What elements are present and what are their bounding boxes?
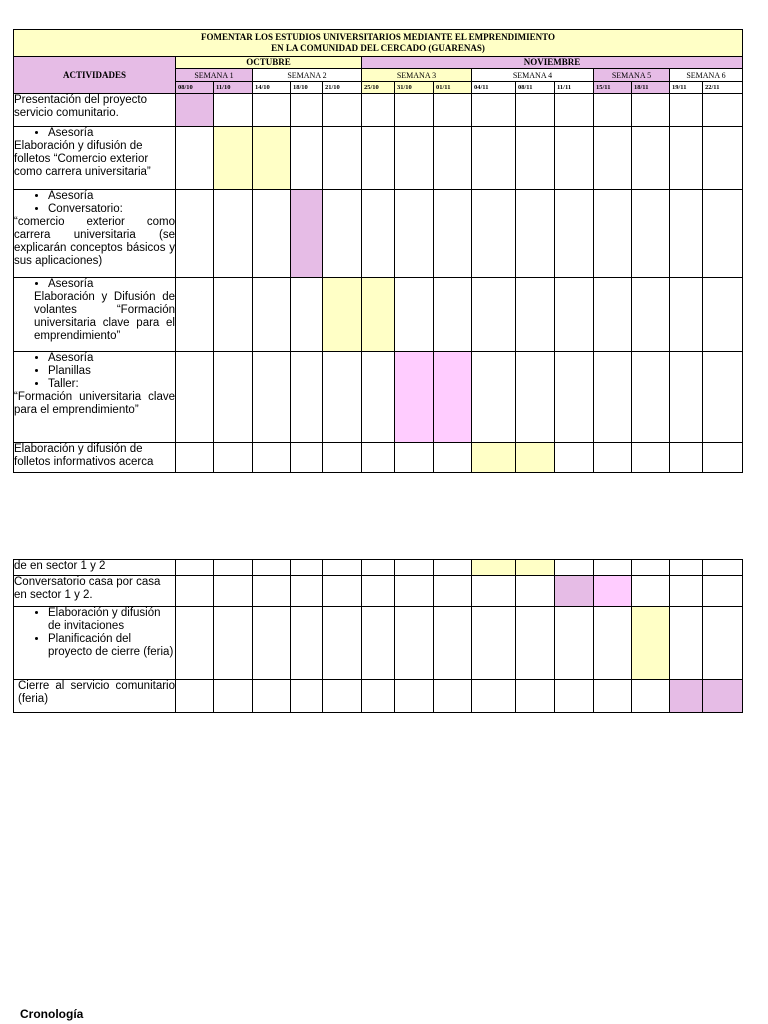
activity-bullet-list [14, 607, 175, 659]
schedule-cell [670, 94, 703, 127]
title-line-1: FOMENTAR LOS ESTUDIOS UNIVERSITARIOS MEDIANTE EL EMPRENDIMIENTO [200, 32, 556, 42]
schedule-cell [472, 576, 516, 607]
schedule-cell [176, 278, 214, 352]
date-cell: 18/11 [632, 82, 670, 94]
schedule-cell [214, 190, 253, 278]
activity-bullet-list [14, 352, 175, 391]
schedule-cell [670, 680, 703, 713]
activity-bullet-list [14, 127, 175, 140]
schedule-cell [176, 352, 214, 443]
schedule-cell [291, 190, 323, 278]
schedule-cell [670, 278, 703, 352]
schedule-cell [670, 127, 703, 190]
schedule-cell [395, 576, 434, 607]
schedule-cell [434, 127, 472, 190]
schedule-cell [291, 94, 323, 127]
activity-cell [14, 607, 176, 680]
schedule-cell [555, 607, 594, 680]
schedule-cell [323, 443, 362, 473]
schedule-cell [555, 94, 594, 127]
date-cell: 08/11 [516, 82, 555, 94]
schedule-cell [214, 576, 253, 607]
table-row [14, 190, 743, 278]
date-cell: 31/10 [395, 82, 434, 94]
schedule-cell [594, 94, 632, 127]
schedule-cell [472, 352, 516, 443]
table-row [14, 94, 743, 127]
schedule-cell [214, 560, 253, 576]
schedule-cell [472, 560, 516, 576]
schedule-cell [516, 680, 555, 713]
schedule-cell [434, 560, 472, 576]
date-cell: 25/10 [362, 82, 395, 94]
month-november: NOVIEMBRE [362, 57, 743, 69]
schedule-cell [323, 560, 362, 576]
schedule-cell [323, 607, 362, 680]
week-6: SEMANA 6 [670, 69, 743, 82]
table-row [14, 352, 743, 443]
table-row [14, 576, 743, 607]
schedule-cell [555, 576, 594, 607]
schedule-cell [362, 127, 395, 190]
schedule-cell [594, 607, 632, 680]
schedule-cell [176, 560, 214, 576]
schedule-cell [362, 94, 395, 127]
date-cell: 21/10 [323, 82, 362, 94]
activity-text: Cierre al servicio comunitario (feria) [18, 680, 175, 705]
activity-bullet: • Asesoría [48, 352, 175, 365]
schedule-cell [516, 607, 555, 680]
schedule-cell [176, 94, 214, 127]
schedule-cell [253, 94, 291, 127]
schedule-table [13, 29, 743, 473]
schedule-cell [323, 190, 362, 278]
activity-text: Elaboración y difusión de folletos “Comercio exterior como carrera universitaria” [14, 140, 151, 178]
schedule-cell [632, 680, 670, 713]
schedule-cell [253, 127, 291, 190]
activity-bullet: • Elaboración y difusión de invitaciones [48, 607, 175, 633]
schedule-cell [323, 576, 362, 607]
activity-bullet: • Asesoría [48, 278, 175, 291]
schedule-cell [395, 352, 434, 443]
schedule-cell [395, 94, 434, 127]
schedule-cell [632, 127, 670, 190]
schedule-cell [703, 443, 743, 473]
schedule-cell [214, 278, 253, 352]
schedule-cell [594, 127, 632, 190]
schedule-cell [253, 443, 291, 473]
schedule-cell [472, 278, 516, 352]
schedule-cell [291, 443, 323, 473]
schedule-cell [214, 352, 253, 443]
schedule-cell [291, 278, 323, 352]
week-1: SEMANA 1 [176, 69, 253, 82]
activity-text: Elaboración y difusión de folletos informativos acerca [14, 443, 154, 468]
activity-text: Elaboración y Difusión de volantes “Formación universitaria clave para el emprendimiento” [34, 291, 175, 342]
schedule-cell [362, 190, 395, 278]
schedule-cell [516, 560, 555, 576]
schedule-cell [516, 278, 555, 352]
date-cell: 14/10 [253, 82, 291, 94]
date-cell: 11/11 [555, 82, 594, 94]
activity-cell [14, 190, 176, 278]
date-cell: 01/11 [434, 82, 472, 94]
schedule-cell [214, 680, 253, 713]
activity-text: de en sector 1 y 2 [14, 560, 106, 572]
schedule-cell [434, 443, 472, 473]
schedule-cell [594, 352, 632, 443]
table-row [14, 443, 743, 473]
schedule-cell [516, 443, 555, 473]
schedule-cell [472, 127, 516, 190]
activity-text: Conversatorio casa por casa en sector 1 y 2. [14, 576, 161, 601]
activity-cell [14, 352, 176, 443]
schedule-cell [395, 560, 434, 576]
activity-bullet-list [14, 278, 175, 291]
schedule-cell [395, 607, 434, 680]
schedule-cell [555, 443, 594, 473]
date-cell: 15/11 [594, 82, 632, 94]
schedule-cell [434, 607, 472, 680]
schedule-cell [555, 680, 594, 713]
schedule-cell [516, 190, 555, 278]
schedule-cell [594, 560, 632, 576]
schedule-cell [291, 680, 323, 713]
schedule-cell [632, 352, 670, 443]
schedule-cell [434, 278, 472, 352]
schedule-cell [703, 190, 743, 278]
schedule-cell [434, 680, 472, 713]
schedule-cell [632, 443, 670, 473]
activity-cell [14, 94, 176, 127]
schedule-cell [291, 560, 323, 576]
schedule-cell [323, 94, 362, 127]
schedule-cell [555, 278, 594, 352]
schedule-cell [472, 94, 516, 127]
activity-cell [14, 443, 176, 473]
schedule-cell [323, 680, 362, 713]
schedule-cell [214, 127, 253, 190]
schedule-cell [434, 576, 472, 607]
schedule-cell [670, 607, 703, 680]
schedule-cell [632, 94, 670, 127]
activity-cell [14, 680, 176, 713]
schedule-cell [594, 576, 632, 607]
schedule-cell [395, 190, 434, 278]
schedule-cell [632, 576, 670, 607]
schedule-cell [176, 190, 214, 278]
week-5: SEMANA 5 [594, 69, 670, 82]
schedule-cell [214, 443, 253, 473]
schedule-cell [703, 278, 743, 352]
schedule-cell [434, 94, 472, 127]
schedule-cell [323, 352, 362, 443]
schedule-cell [434, 190, 472, 278]
schedule-cell [362, 680, 395, 713]
schedule-cell [176, 680, 214, 713]
week-3: SEMANA 3 [362, 69, 472, 82]
schedule-cell [176, 607, 214, 680]
section-heading: Cronología [20, 1007, 84, 1021]
table-row [14, 607, 743, 680]
schedule-cell [670, 443, 703, 473]
schedule-cell [555, 352, 594, 443]
schedule-cell [253, 278, 291, 352]
schedule-cell [214, 94, 253, 127]
schedule-cell [176, 443, 214, 473]
activity-text: “comercio exterior como carrera universitaria (se explicarán conceptos básicos y sus aplicaciones) [14, 216, 175, 267]
schedule-cell [670, 576, 703, 607]
schedule-cell [594, 443, 632, 473]
date-cell: 22/11 [703, 82, 743, 94]
schedule-cell [703, 560, 743, 576]
week-2: SEMANA 2 [253, 69, 362, 82]
table-row [14, 127, 743, 190]
table-row [14, 278, 743, 352]
schedule-cell [670, 352, 703, 443]
date-cell: 04/11 [472, 82, 516, 94]
schedule-cell [362, 352, 395, 443]
date-cell: 08/10 [176, 82, 214, 94]
table-row [14, 680, 743, 713]
schedule-cell [253, 560, 291, 576]
schedule-cell [632, 560, 670, 576]
date-cell: 11/10 [214, 82, 253, 94]
schedule-cell [472, 680, 516, 713]
schedule-cell [214, 607, 253, 680]
schedule-cell [594, 190, 632, 278]
schedule-cell [176, 127, 214, 190]
schedule-cell [434, 352, 472, 443]
title-line-2: EN LA COMUNIDAD DEL CERCADO (GUARENAS) [271, 43, 485, 53]
schedule-cell [555, 127, 594, 190]
activity-bullet: • Taller: [48, 378, 175, 391]
schedule-cell [555, 190, 594, 278]
schedule-cell [323, 278, 362, 352]
schedule-cell [362, 607, 395, 680]
activity-bullet: • Asesoría [48, 127, 175, 140]
activity-text: “Formación universitaria clave para el emprendimiento” [14, 391, 175, 416]
schedule-cell [362, 560, 395, 576]
schedule-cell [291, 576, 323, 607]
schedule-cell [395, 127, 434, 190]
schedule-cell [703, 127, 743, 190]
schedule-cell [703, 576, 743, 607]
table-title [14, 30, 743, 57]
month-october: OCTUBRE [176, 57, 362, 69]
schedule-table-continued [13, 559, 743, 713]
activity-cell [14, 560, 176, 576]
schedule-cell [253, 607, 291, 680]
activity-bullet: • Planificación del proyecto de cierre (feria) [48, 633, 175, 659]
activity-cell [14, 127, 176, 190]
schedule-cell [703, 94, 743, 127]
schedule-cell [632, 190, 670, 278]
schedule-cell [632, 607, 670, 680]
schedule-cell [594, 278, 632, 352]
activity-bullet-list [14, 190, 175, 216]
schedule-cell [253, 576, 291, 607]
schedule-cell [703, 607, 743, 680]
schedule-cell [670, 560, 703, 576]
table-row [14, 560, 743, 576]
schedule-cell [632, 278, 670, 352]
schedule-cell [395, 278, 434, 352]
schedule-cell [516, 94, 555, 127]
date-cell: 19/11 [670, 82, 703, 94]
schedule-cell [555, 560, 594, 576]
schedule-cell [395, 443, 434, 473]
schedule-cell [703, 352, 743, 443]
schedule-cell [472, 443, 516, 473]
activities-header: ACTIVIDADES [14, 57, 176, 94]
schedule-cell [362, 576, 395, 607]
week-4: SEMANA 4 [472, 69, 594, 82]
schedule-cell [362, 278, 395, 352]
activity-cell [14, 576, 176, 607]
schedule-cell [362, 443, 395, 473]
activity-bullet: • Planillas [48, 365, 175, 378]
activity-cell [14, 278, 176, 352]
schedule-cell [703, 680, 743, 713]
schedule-cell [291, 352, 323, 443]
activity-bullet: • Conversatorio: [48, 203, 175, 216]
schedule-cell [516, 127, 555, 190]
schedule-cell [472, 607, 516, 680]
schedule-cell [594, 680, 632, 713]
schedule-cell [395, 680, 434, 713]
activity-bullet: • Asesoría [48, 190, 175, 203]
schedule-cell [670, 190, 703, 278]
schedule-cell [176, 576, 214, 607]
schedule-cell [291, 607, 323, 680]
schedule-cell [323, 127, 362, 190]
schedule-cell [253, 190, 291, 278]
schedule-cell [253, 352, 291, 443]
schedule-cell [253, 680, 291, 713]
date-cell: 18/10 [291, 82, 323, 94]
schedule-cell [516, 576, 555, 607]
schedule-cell [472, 190, 516, 278]
schedule-cell [516, 352, 555, 443]
schedule-cell [291, 127, 323, 190]
activity-text: Presentación del proyecto servicio comunitario. [14, 94, 147, 119]
